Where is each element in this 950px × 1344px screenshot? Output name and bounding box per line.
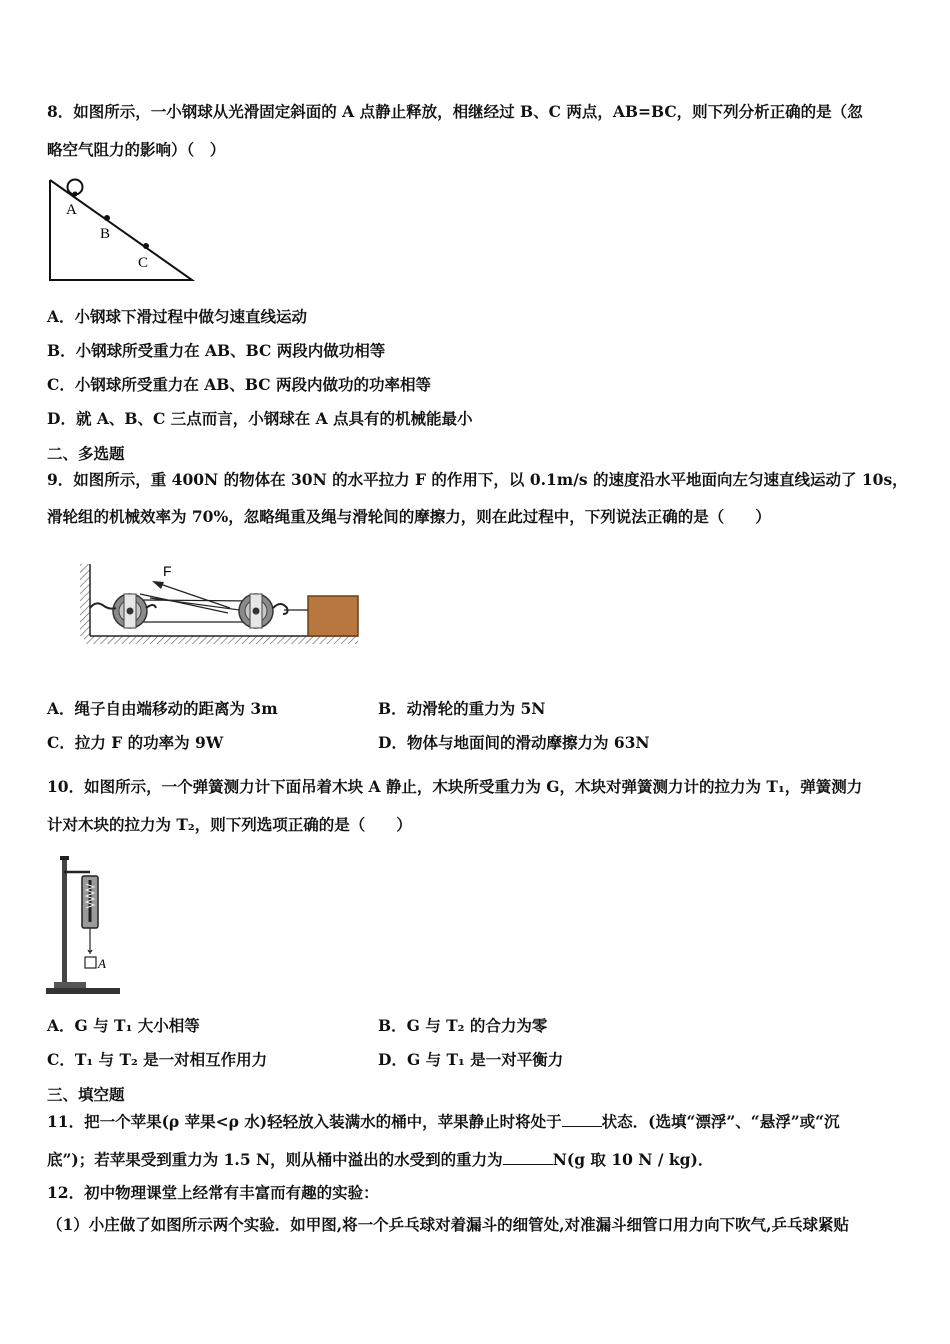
- block-a-icon: [85, 957, 96, 968]
- incline-figure: [44, 174, 199, 286]
- point-c-label: C: [138, 255, 149, 271]
- wooden-block: [308, 596, 358, 636]
- force-f-label: F: [163, 563, 172, 579]
- q12-line2: （1）小庄做了如图所示两个实验．如甲图,将一个乒乓球对着漏斗的细管处,对准漏斗细管口用力向下吹气,乒乓球紧贴: [47, 1215, 849, 1234]
- q10-option-c[interactable]: C．T₁ 与 T₂ 是一对相互作用力: [47, 1050, 268, 1069]
- q9-option-d[interactable]: D．物体与地面间的滑动摩擦力为 63N: [378, 733, 650, 752]
- q11-blank-state[interactable]: [562, 1110, 602, 1127]
- point-b-label: B: [100, 226, 111, 242]
- q9-stem-line1: 9．如图所示，重 400N 的物体在 30N 的水平拉力 F 的作用下，以 0.1m/s 的速度沿水平地面向左匀速直线运动了 10s，: [47, 470, 908, 489]
- q9-option-a[interactable]: A．绳子自由端移动的距离为 3m: [47, 699, 278, 718]
- point-a-label: A: [66, 202, 77, 218]
- q9-option-c[interactable]: C．拉力 F 的功率为 9W: [47, 733, 224, 752]
- section-heading-multiple-choice: 二、多选题: [47, 444, 125, 463]
- q8-stem-line2: 略空气阻力的影响）（ ）: [47, 140, 226, 159]
- q8-stem-line1: 8．如图所示，一小钢球从光滑固定斜面的 A 点静止释放，相继经过 B、C 两点，AB=BC，则下列分析正确的是（忽: [47, 102, 863, 121]
- q9-option-b[interactable]: B．动滑轮的重力为 5N: [378, 699, 546, 718]
- q11-line1-text-a: 11．把一个苹果(ρ 苹果<ρ 水)轻轻放入装满水的桶中，苹果静止时将处于: [47, 1112, 562, 1131]
- q8-option-d[interactable]: D．就 A、B、C 三点而言，小钢球在 A 点具有的机械能最小: [47, 409, 473, 428]
- spring-scale-figure: [44, 854, 126, 1002]
- block-a-label: A: [98, 956, 106, 971]
- q11-line2-text-a: 底”)；若苹果受到重力为 1.5 N，则从桶中溢出的水受到的重力为: [47, 1150, 503, 1169]
- q12-line1: 12．初中物理课堂上经常有丰富而有趣的实验：: [47, 1183, 379, 1202]
- q8-option-b[interactable]: B．小钢球所受重力在 AB、BC 两段内做功相等: [47, 341, 386, 360]
- pulley-figure: [80, 558, 365, 650]
- q10-option-d[interactable]: D．G 与 T₁ 是一对平衡力: [378, 1050, 564, 1069]
- q11-line2-text-b: N(g 取 10 N / kg)．: [552, 1150, 714, 1169]
- q9-stem-line2: 滑轮组的机械效率为 70%，忽略绳重及绳与滑轮间的摩擦力，则在此过程中，下列说法正确的是（ ）: [47, 507, 771, 526]
- q11-blank-weight[interactable]: [503, 1148, 553, 1165]
- section-heading-fill-in: 三、填空题: [47, 1085, 125, 1104]
- q10-option-b[interactable]: B．G 与 T₂ 的合力为零: [378, 1016, 548, 1035]
- q11-line2: [47, 1148, 713, 1170]
- q11-line1-text-b: 状态．(选填“漂浮”、“悬浮”或“沉: [601, 1112, 840, 1131]
- q11-line1: [47, 1110, 840, 1132]
- q10-stem-line2: 计对木块的拉力为 T₂，则下列选项正确的是（ ）: [47, 815, 412, 834]
- q8-option-c[interactable]: C．小钢球所受重力在 AB、BC 两段内做功的功率相等: [47, 375, 431, 394]
- q8-option-a[interactable]: A．小钢球下滑过程中做匀速直线运动: [47, 307, 308, 326]
- q10-option-a[interactable]: A．G 与 T₁ 大小相等: [47, 1016, 200, 1035]
- q10-stem-line1: 10．如图所示，一个弹簧测力计下面吊着木块 A 静止，木块所受重力为 G，木块对弹簧测力计的拉力为 T₁，弹簧测力: [47, 777, 863, 796]
